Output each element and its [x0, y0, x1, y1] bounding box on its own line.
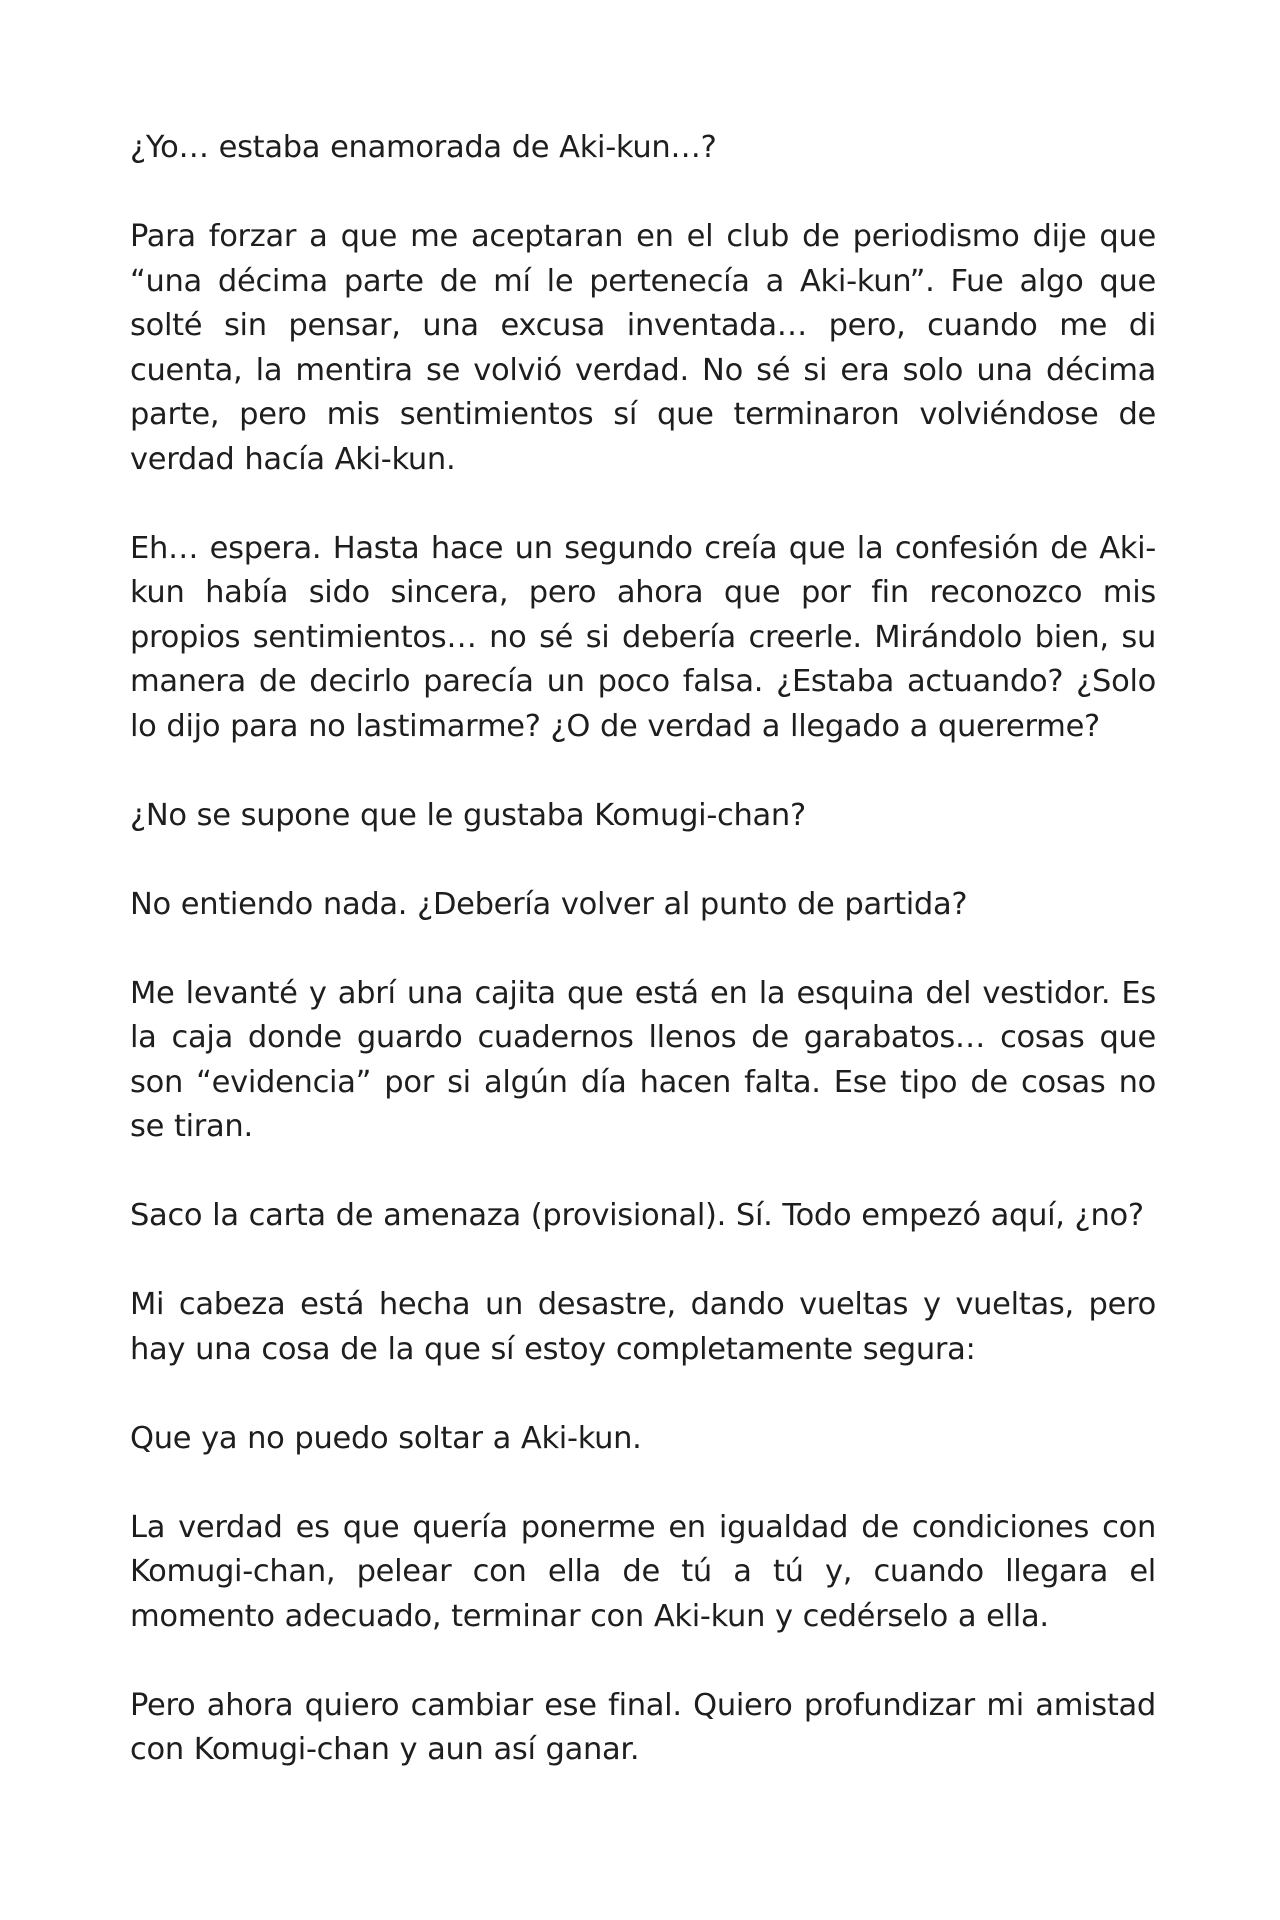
- paragraph: No entiendo nada. ¿Debería volver al punto de partida?: [130, 886, 968, 922]
- paragraph: Saco la carta de amenaza (provisional). Sí. Todo empezó aquí, ¿no?: [130, 1198, 1144, 1233]
- paragraph: Eh… espera. Hasta hace un segundo creía que la confesión de Aki-kun había sido sincera, pero ahora que por fin reconozco mis propios sentimientos… no sé si debería creerle. Mirándolo bien, su manera de decirlo parecía un poco falsa. ¿Estaba actuando? ¿Solo lo dijo para no lastimarme? ¿O de verdad a llegado a quererme?: [130, 530, 1156, 744]
- paragraph: ¿Yo… estaba enamorada de Aki-kun…?: [130, 130, 717, 165]
- paragraph: La verdad es que quería ponerme en igualdad de condiciones con Komugi-chan, pelear con ella de tú a tú y, cuando llegara el momento adecuado, terminar con Aki-kun y cedérselo a ella.: [130, 1509, 1156, 1634]
- document-page: [130, 126, 1156, 1773]
- paragraph: Que ya no puedo soltar a Aki-kun.: [130, 1420, 642, 1456]
- paragraph: Pero ahora quiero cambiar ese final. Quiero profundizar mi amistad con Komugi-chan y aun así ganar.: [130, 1687, 1156, 1767]
- paragraph: Para forzar a que me aceptaran en el club de periodismo dije que “una décima parte de mí le pertenecía a Aki-kun”. Fue algo que solté sin pensar, una excusa inventada… pero, cuando me di cuenta, la mentira se volvió verdad. No sé si era solo una décima parte, pero mis sentimientos sí que terminaron volviéndose de verdad hacía Aki-kun.: [130, 219, 1156, 477]
- paragraph: ¿No se supone que le gustaba Komugi-chan?: [130, 797, 806, 833]
- paragraph: Me levanté y abrí una cajita que está en la esquina del vestidor. Es la caja donde guardo cuadernos llenos de garabatos… cosas que son “evidencia” por si algún día hacen falta. Ese tipo de cosas no se tiran.: [130, 975, 1156, 1144]
- paragraph: Mi cabeza está hecha un desastre, dando vueltas y vueltas, pero hay una cosa de la que sí estoy completamente segura:: [130, 1287, 1156, 1367]
